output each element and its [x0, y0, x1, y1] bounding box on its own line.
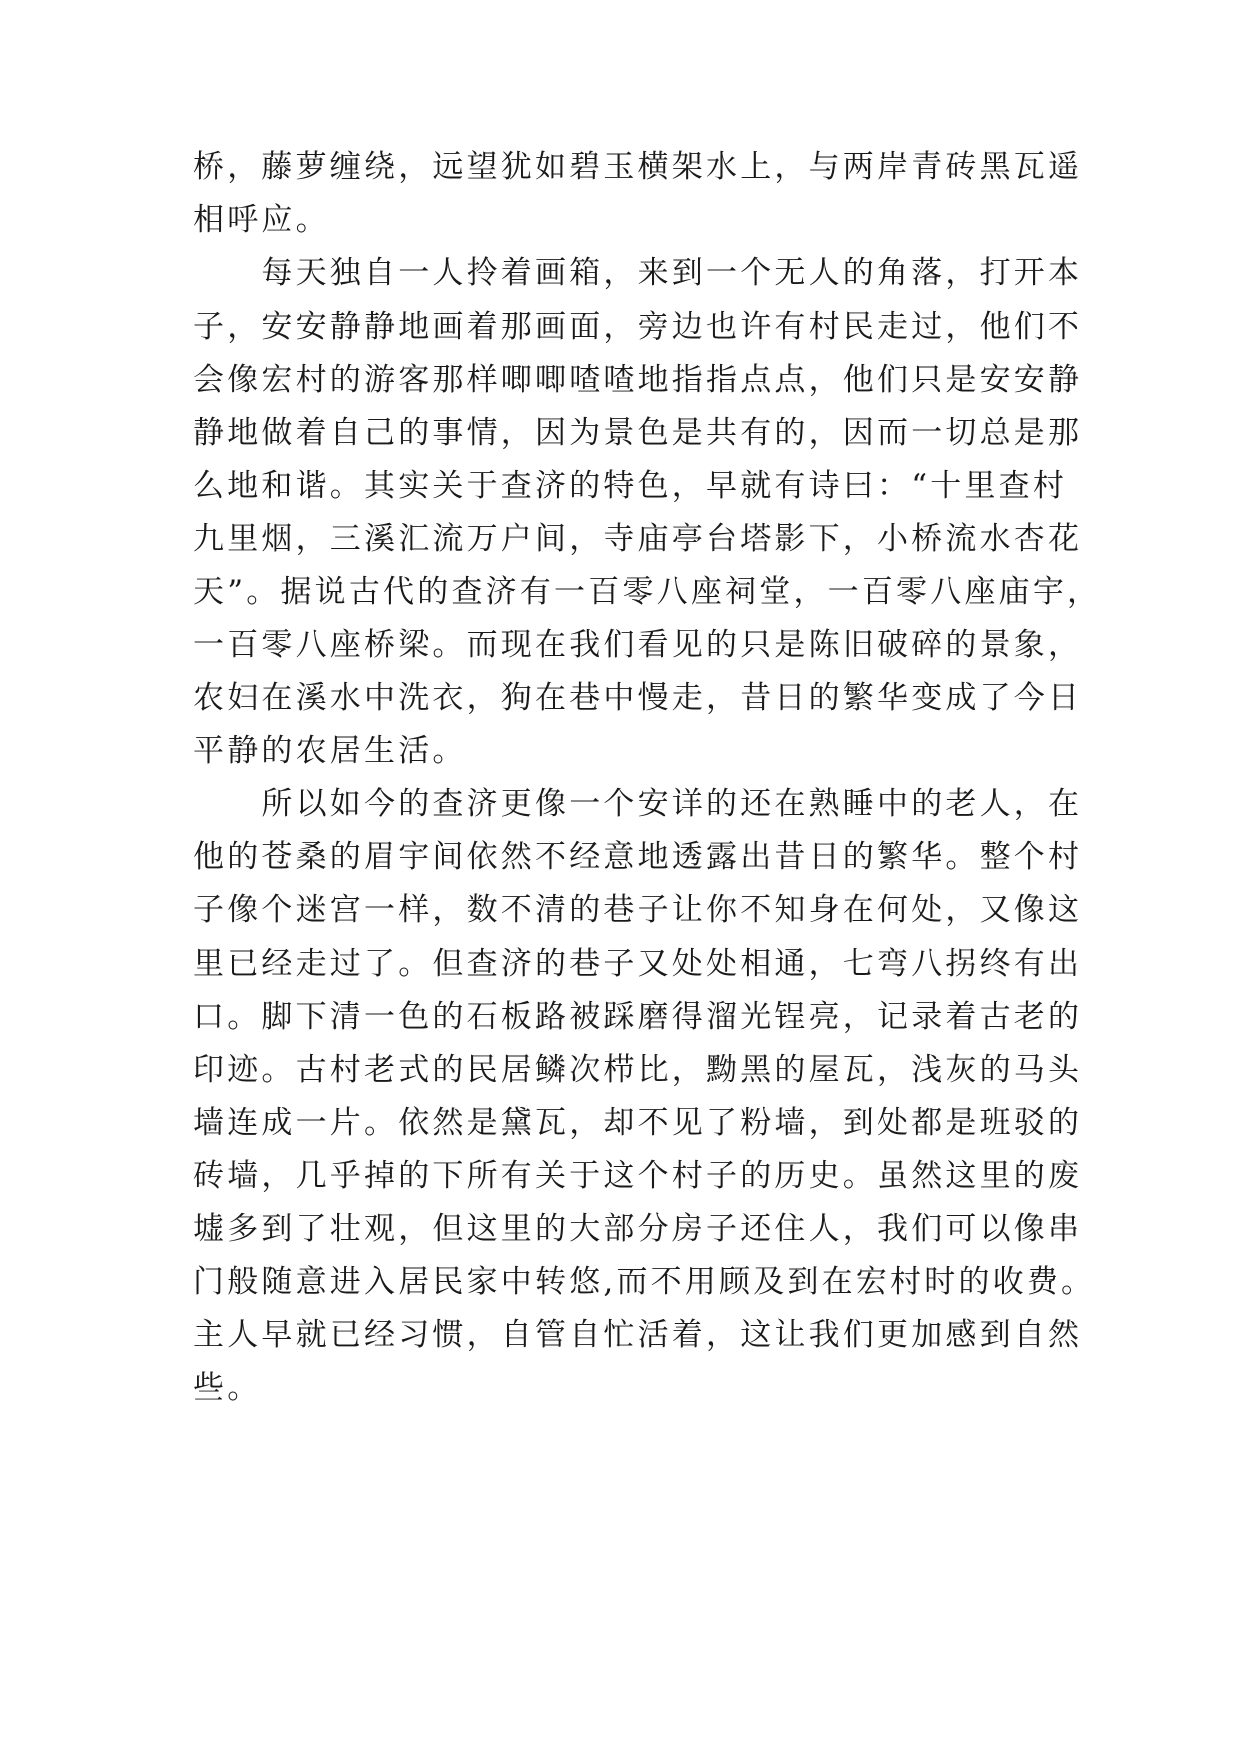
text-line: 天”。据说古代的查济有一百零八座祠堂，一百零八座庙宇，: [193, 574, 1102, 610]
text-line: 会像宏村的游客那样唧唧喳喳地指指点点，他们只是安安静: [193, 362, 1083, 398]
text-line: 砖墙，几乎掉的下所有关于这个村子的历史。虽然这里的废: [193, 1158, 1083, 1194]
text-line: 静地做着自己的事情，因为景色是共有的，因而一切总是那: [193, 415, 1083, 451]
text-line: 主人早就已经习惯，自管自忙活着，这让我们更加感到自然: [193, 1317, 1083, 1353]
text-line: 口。脚下清一色的石板路被踩磨得溜光锃亮，记录着古老的: [193, 999, 1083, 1035]
text-line: 墟多到了壮观，但这里的大部分房子还住人，我们可以像串: [193, 1211, 1083, 1247]
text-line: 桥，藤萝缠绕，远望犹如碧玉横架水上，与两岸青砖黑瓦遥: [193, 149, 1083, 185]
text-line: 墙连成一片。依然是黛瓦，却不见了粉墙，到处都是班驳的: [193, 1105, 1083, 1141]
text-line: 门般随意进入居民家中转悠,而不用顾及到在宏村时的收费。: [193, 1264, 1096, 1300]
text-line: 所以如今的查济更像一个安详的还在熟睡中的老人，在: [193, 786, 1083, 822]
text-line: 么地和谐。其实关于查济的特色，早就有诗曰：“十里查村: [193, 468, 1068, 504]
text-line: 子像个迷宫一样，数不清的巷子让你不知身在何处，又像这: [193, 892, 1083, 928]
text-line: 相呼应。: [193, 202, 330, 238]
text-line: 里已经走过了。但查济的巷子又处处相通，七弯八拐终有出: [193, 946, 1083, 982]
text-line: 每天独自一人拎着画箱，来到一个无人的角落，打开本: [193, 255, 1083, 291]
text-line: 农妇在溪水中洗衣，狗在巷中慢走，昔日的繁华变成了今日: [193, 680, 1083, 716]
text-line: 九里烟，三溪汇流万户间，寺庙亭台塔影下，小桥流水杏花: [193, 521, 1083, 557]
text-line: 印迹。古村老式的民居鳞次栉比，黝黑的屋瓦，浅灰的马头: [193, 1052, 1083, 1088]
text-line: 些。: [193, 1370, 262, 1406]
text-line: 一百零八座桥梁。而现在我们看见的只是陈旧破碎的景象，: [193, 627, 1083, 663]
text-line: 平静的农居生活。: [193, 733, 467, 769]
text-line: 他的苍桑的眉宇间依然不经意地透露出昔日的繁华。整个村: [193, 839, 1083, 875]
text-line: 子，安安静静地画着那画面，旁边也许有村民走过，他们不: [193, 309, 1083, 345]
